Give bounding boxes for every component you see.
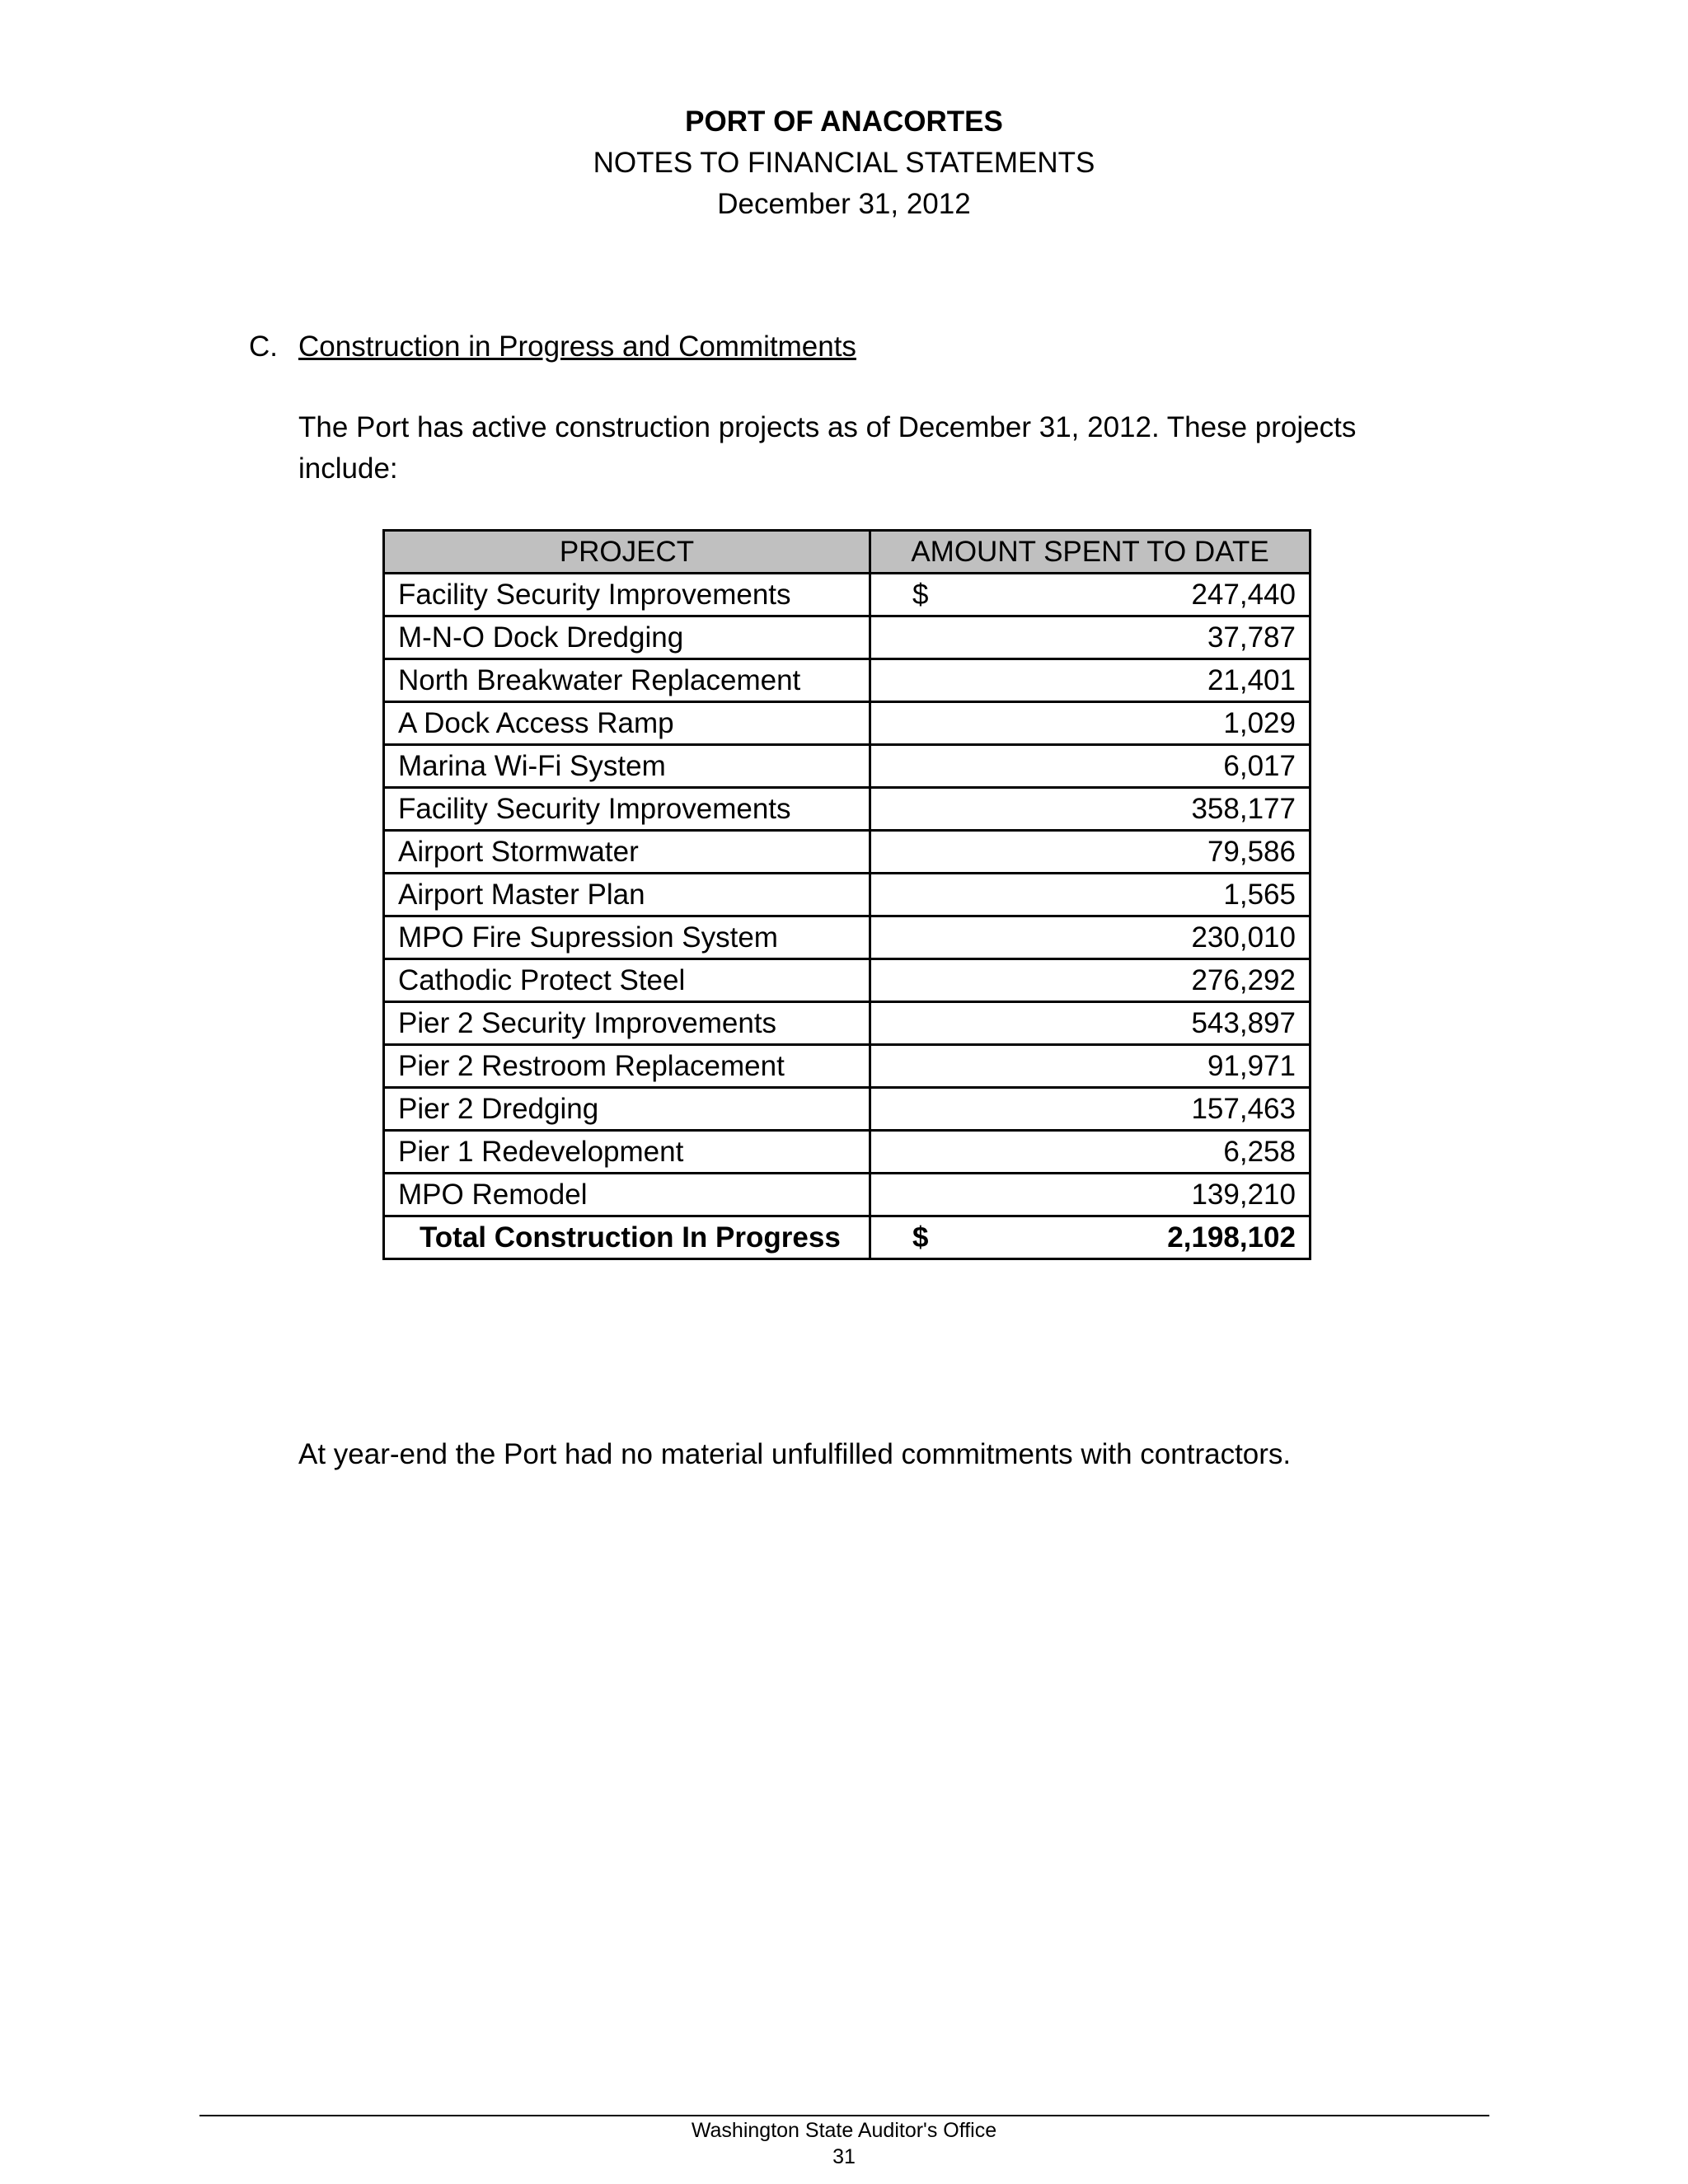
document-subtitle: NOTES TO FINANCIAL STATEMENTS (593, 147, 1095, 179)
project-name-cell: Pier 2 Security Improvements (384, 1002, 870, 1045)
table-row (384, 616, 1311, 659)
amount-cell (870, 788, 1311, 831)
project-name-cell: Airport Master Plan (384, 874, 870, 916)
closing-paragraph: At year-end the Port had no material unfulfilled commitments with contractors. (298, 1438, 1292, 1470)
amount-value: 358,177 (1191, 792, 1296, 825)
footer-office: Washington State Auditor's Office (691, 2119, 997, 2142)
currency-symbol: $ (912, 1221, 929, 1254)
amount-value: 6,017 (1223, 749, 1296, 782)
total-label: Total Construction In Progress (384, 1216, 870, 1259)
amount-cell (870, 831, 1311, 874)
construction-table (382, 529, 1311, 1260)
amount-value: 37,787 (1207, 621, 1296, 654)
amount-value: 276,292 (1191, 963, 1296, 996)
table-row (384, 788, 1311, 831)
page-footer (0, 2117, 1688, 2170)
project-name-cell: MPO Remodel (384, 1174, 870, 1216)
project-name-cell: North Breakwater Replacement (384, 659, 870, 702)
table-row (384, 1045, 1311, 1088)
section-title (249, 326, 856, 368)
amount-value: 1,565 (1223, 878, 1296, 911)
amount-cell (870, 1045, 1311, 1088)
statement-date: December 31, 2012 (717, 188, 971, 220)
intro-paragraph: The Port has active construction projects as of December 31, 2012. These projects include: (298, 411, 1357, 485)
project-name-cell: Pier 2 Dredging (384, 1088, 870, 1131)
amount-cell (870, 959, 1311, 1002)
amount-cell (870, 659, 1311, 702)
amount-cell (870, 1174, 1311, 1216)
amount-cell (870, 874, 1311, 916)
amount-cell (870, 702, 1311, 745)
amount-value: 79,586 (1207, 835, 1296, 868)
table-row (384, 745, 1311, 788)
amount-value: 230,010 (1191, 921, 1296, 954)
amount-value: 543,897 (1191, 1006, 1296, 1039)
section-heading: Construction in Progress and Commitments (298, 330, 856, 363)
amount-cell (870, 574, 1311, 616)
project-name-cell: Cathodic Protect Steel (384, 959, 870, 1002)
section-letter: C. (249, 330, 278, 363)
table-row (384, 916, 1311, 959)
table-row (384, 1174, 1311, 1216)
document-header (0, 101, 1688, 225)
amount-cell (870, 916, 1311, 959)
organization-name: PORT OF ANACORTES (685, 105, 1003, 138)
table-row (384, 1002, 1311, 1045)
table-row (384, 959, 1311, 1002)
amount-value: 1,029 (1223, 706, 1296, 739)
project-name-cell: Facility Security Improvements (384, 788, 870, 831)
footer-divider (199, 2115, 1489, 2116)
column-header-amount: AMOUNT SPENT TO DATE (870, 531, 1311, 574)
amount-cell (870, 1002, 1311, 1045)
project-name-cell: Pier 2 Restroom Replacement (384, 1045, 870, 1088)
table-row (384, 659, 1311, 702)
table-row (384, 831, 1311, 874)
amount-cell (870, 1088, 1311, 1131)
table-row (384, 874, 1311, 916)
amount-value: 139,210 (1191, 1178, 1296, 1211)
amount-value: 157,463 (1191, 1092, 1296, 1125)
project-name-cell: MPO Fire Supression System (384, 916, 870, 959)
column-header-project: PROJECT (384, 531, 870, 574)
project-name-cell: M-N-O Dock Dredging (384, 616, 870, 659)
table-row (384, 1131, 1311, 1174)
amount-value: 6,258 (1223, 1135, 1296, 1168)
project-name-cell: Facility Security Improvements (384, 574, 870, 616)
table-header-row (384, 531, 1311, 574)
page-number: 31 (832, 2145, 856, 2168)
amount-cell (870, 1131, 1311, 1174)
project-name-cell: A Dock Access Ramp (384, 702, 870, 745)
amount-cell (870, 616, 1311, 659)
total-row (384, 1216, 1311, 1259)
project-name-cell: Marina Wi-Fi System (384, 745, 870, 788)
project-name-cell: Pier 1 Redevelopment (384, 1131, 870, 1174)
currency-symbol: $ (912, 578, 929, 611)
total-amount: 2,198,102 (1167, 1221, 1296, 1254)
table-row (384, 702, 1311, 745)
table-row (384, 1088, 1311, 1131)
table-row (384, 574, 1311, 616)
total-amount-cell (870, 1216, 1311, 1259)
amount-cell (870, 745, 1311, 788)
amount-value: 21,401 (1207, 663, 1296, 696)
amount-value: 91,971 (1207, 1049, 1296, 1082)
amount-value: 247,440 (1191, 578, 1296, 611)
project-name-cell: Airport Stormwater (384, 831, 870, 874)
